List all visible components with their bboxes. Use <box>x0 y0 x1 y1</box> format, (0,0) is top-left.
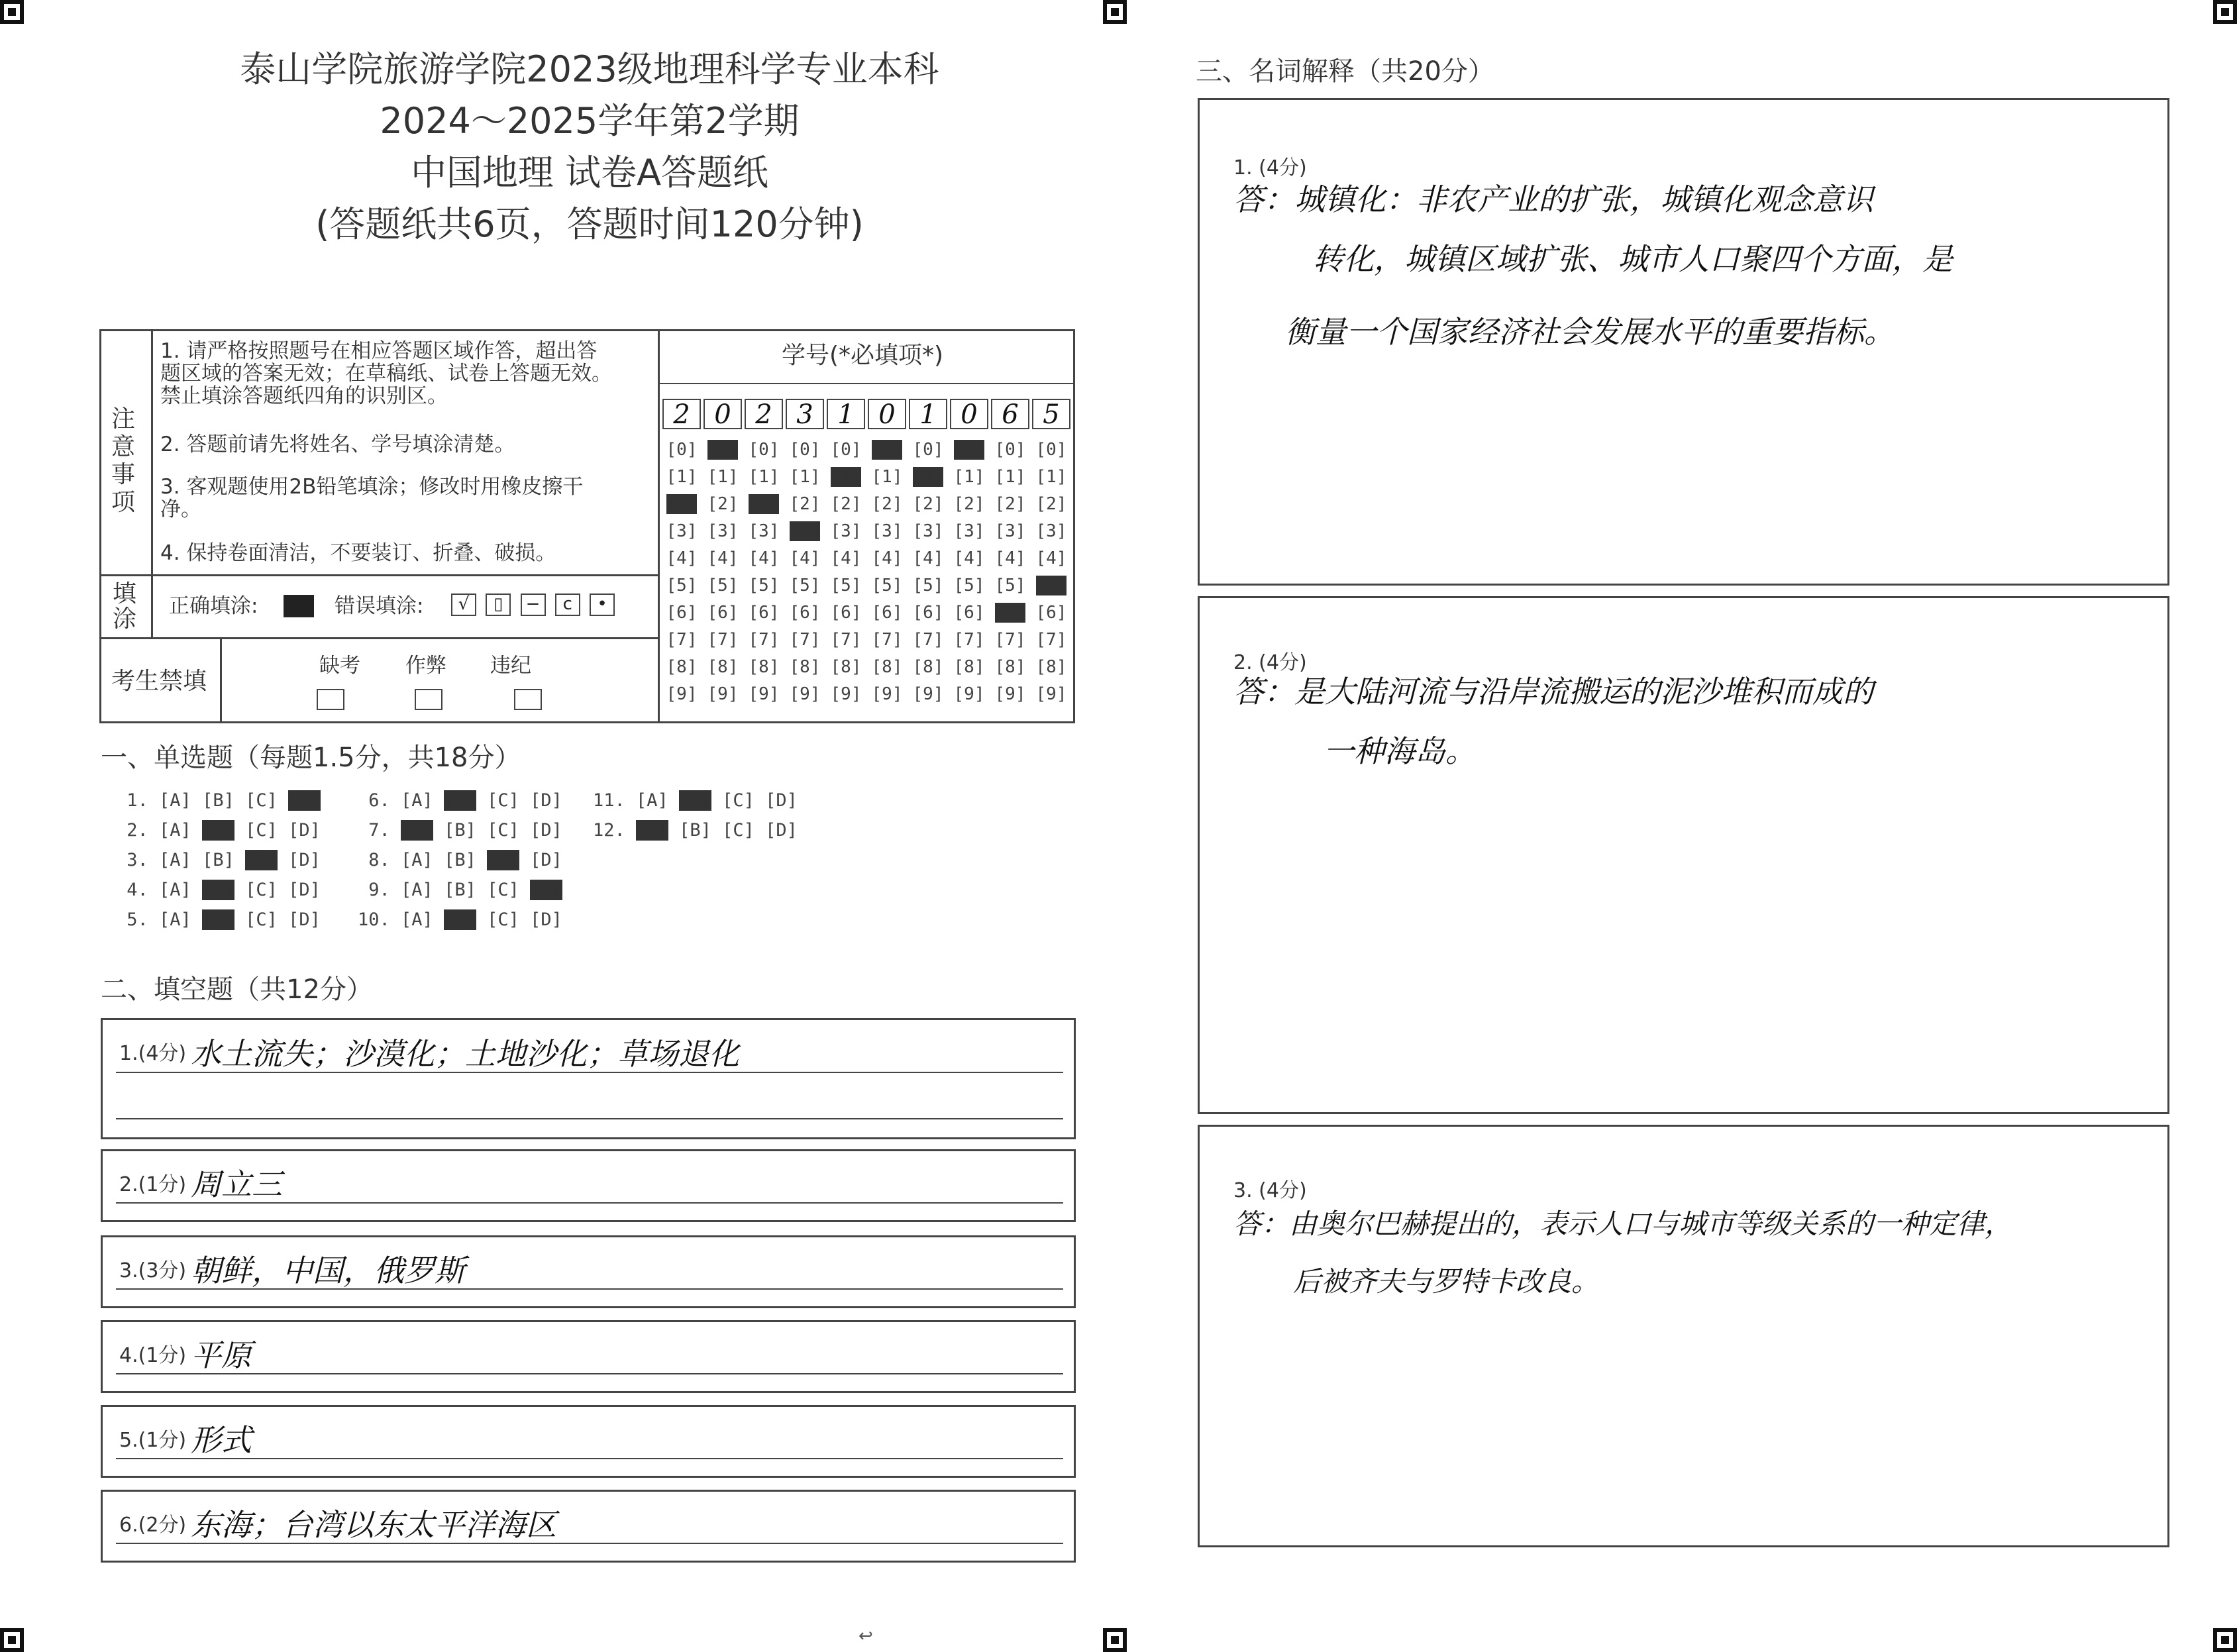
fill-answer-6-label: 6.(2分) <box>119 1514 187 1537</box>
student-id-digit-2: 0 <box>703 399 742 429</box>
fill-answer-1-line-2 <box>116 1118 1063 1119</box>
mcq-question-number: 12. <box>593 820 637 841</box>
fill-answer-4-label: 4.(1分) <box>119 1344 187 1367</box>
student-id-bubble[interactable]: [1] <box>1035 467 1067 487</box>
mcq-option-bubble[interactable]: [A] <box>636 820 668 841</box>
fill-answer-5-label: 5.(1分) <box>119 1429 187 1452</box>
student-id-bubble[interactable]: [5] <box>789 576 821 595</box>
student-id-bubble[interactable]: [4] <box>666 548 698 568</box>
student-id-bubble[interactable]: [7] <box>994 630 1026 650</box>
mcq-question-row <box>593 790 808 811</box>
mcq-option-bubble[interactable]: [B] <box>444 790 476 811</box>
mcq-option-bubble[interactable]: [A] <box>636 790 668 811</box>
student-id-bubble[interactable]: [3] <box>912 521 944 541</box>
wrong-fill-samples <box>447 594 615 616</box>
student-id-bubble[interactable]: [2] <box>994 494 1026 514</box>
student-id-bubble[interactable]: [2] <box>953 494 985 514</box>
forbidden-absent-label: 缺考 <box>319 654 360 678</box>
student-id-bubble[interactable]: [7] <box>707 630 739 650</box>
student-id-bubble[interactable]: [1] <box>748 467 780 487</box>
student-id-bubble[interactable]: [8] <box>748 657 780 677</box>
registration-mark-top-right <box>2213 0 2237 24</box>
student-id-bubble[interactable]: [3] <box>666 521 698 541</box>
student-id-bubble[interactable]: [6] <box>707 603 739 623</box>
student-id-bubble[interactable]: [5] <box>912 576 944 595</box>
section3-title: 三、名词解释（共20分） <box>1196 56 1494 87</box>
notice-item-4: 4. 保持卷面清洁，不要装订、折叠、破损。 <box>160 541 556 565</box>
student-id-bubble[interactable]: [9] <box>994 684 1026 704</box>
correct-fill-label: 正确填涂: <box>169 594 258 618</box>
mcq-question-number: 9. <box>358 880 401 900</box>
student-id-bubble[interactable]: [3] <box>748 521 780 541</box>
student-id-digit-9: 6 <box>991 399 1029 429</box>
mcq-option-bubble[interactable]: [D] <box>530 909 562 930</box>
student-id-bubble[interactable]: [8] <box>789 657 821 677</box>
fill-answer-2-text: 周立三 <box>191 1166 282 1202</box>
notice-item-3: 3. 客观题使用2B铅笔填涂；修改时用橡皮擦干净。 <box>160 475 584 521</box>
student-id-bubble[interactable]: [0] <box>912 440 944 460</box>
notice-item-1: 1. 请严格按照题号在相应答题区域作答，超出答题区域的答案无效；在草稿纸、试卷上答题无效。禁止填涂答题纸四角的识别区。 <box>160 339 612 408</box>
mcq-option-bubble[interactable]: [D] <box>765 790 798 811</box>
student-id-bubble[interactable]: [5] <box>748 576 780 595</box>
mcq-option-bubble[interactable]: [B] <box>444 909 476 930</box>
student-id-label: 学号(*必填项*) <box>782 342 944 369</box>
student-id-bubble[interactable]: [4] <box>789 548 821 568</box>
fill-answer-2-label: 2.(1分) <box>119 1173 187 1196</box>
mcq-option-bubble[interactable]: [B] <box>444 880 476 900</box>
student-id-bubble[interactable]: [6] <box>748 603 780 623</box>
mcq-option-bubble[interactable]: [B] <box>202 820 234 841</box>
student-id-bubble[interactable]: [8] <box>994 657 1026 677</box>
student-id-bubble[interactable]: [5] <box>1035 576 1067 595</box>
student-id-bubble[interactable]: [7] <box>953 630 985 650</box>
mcq-option-bubble[interactable]: [A] <box>159 850 191 870</box>
term-answer-3-label: 3. (4分) <box>1233 1179 1307 1202</box>
student-id-bubble[interactable]: [1] <box>953 467 985 487</box>
fill-answer-5-line <box>116 1458 1063 1459</box>
forbidden-cheat-checkbox[interactable] <box>415 689 442 710</box>
student-id-bubble[interactable]: [5] <box>707 576 739 595</box>
mcq-option-bubble[interactable]: [C] <box>245 909 278 930</box>
notice-row-divider-1 <box>99 574 659 576</box>
mcq-option-bubble[interactable]: [C] <box>487 790 519 811</box>
student-id-bubble[interactable]: [7] <box>748 630 780 650</box>
student-id-bubble[interactable]: [6] <box>994 603 1026 623</box>
student-id-bubble[interactable]: [7] <box>1035 630 1067 650</box>
mcq-question-number: 2. <box>116 820 160 841</box>
section1-title: 一、单选题（每题1.5分，共18分） <box>101 743 521 773</box>
student-id-bubble[interactable]: [1] <box>994 467 1026 487</box>
student-id-bubble[interactable]: [9] <box>953 684 985 704</box>
mcq-option-bubble[interactable]: [C] <box>487 909 519 930</box>
student-id-bubble[interactable]: [7] <box>871 630 903 650</box>
student-id-digit-5: 1 <box>827 399 865 429</box>
mcq-option-bubble[interactable]: [A] <box>159 880 191 900</box>
student-id-bubble[interactable]: [7] <box>912 630 944 650</box>
student-id-bubble[interactable]: [2] <box>1035 494 1067 514</box>
mcq-option-bubble[interactable]: [D] <box>288 820 321 841</box>
student-id-bubble[interactable]: [6] <box>953 603 985 623</box>
student-id-bubble[interactable]: [8] <box>707 657 739 677</box>
mcq-option-bubble[interactable]: [C] <box>245 850 278 870</box>
correct-fill-sample <box>284 595 314 617</box>
student-id-bubble[interactable]: [0] <box>666 440 698 460</box>
mcq-option-bubble[interactable]: [D] <box>530 850 562 870</box>
mcq-option-bubble[interactable]: [D] <box>530 880 562 900</box>
mcq-option-bubble[interactable]: [D] <box>288 790 321 811</box>
student-id-bubble[interactable]: [0] <box>707 440 739 460</box>
student-id-bubble[interactable]: [6] <box>789 603 821 623</box>
wrong-mark-half: ▯ <box>486 594 511 616</box>
wrong-mark-dash: − <box>521 594 546 616</box>
term-answer-1-line-3: 衡量一个国家经济社会发展水平的重要指标。 <box>1285 314 1895 350</box>
forbidden-cheat-label: 作弊 <box>405 654 446 678</box>
term-answer-box-3 <box>1198 1125 2169 1547</box>
student-id-bubble[interactable]: [7] <box>666 630 698 650</box>
mcq-question-number: 8. <box>358 850 401 870</box>
student-id-digit-6: 0 <box>868 399 906 429</box>
student-id-digit-3: 2 <box>745 399 783 429</box>
student-id-bubble[interactable]: [4] <box>707 548 739 568</box>
student-id-bubble[interactable]: [8] <box>666 657 698 677</box>
mcq-question-row <box>116 850 331 870</box>
student-id-bubble[interactable]: [6] <box>871 603 903 623</box>
mcq-option-bubble[interactable]: [C] <box>722 790 754 811</box>
student-id-bubble[interactable]: [8] <box>830 657 862 677</box>
student-id-digit-1: 2 <box>662 399 701 429</box>
registration-mark-top-center <box>1103 0 1127 24</box>
student-id-bubble[interactable]: [7] <box>830 630 862 650</box>
mcq-option-bubble[interactable]: [B] <box>202 850 234 870</box>
student-id-bubble[interactable]: [5] <box>994 576 1026 595</box>
student-id-bubble[interactable]: [3] <box>830 521 862 541</box>
student-id-bubble[interactable]: [4] <box>994 548 1026 568</box>
term-answer-3-line-1: 答：由奥尔巴赫提出的，表示人口与城市等级关系的一种定律， <box>1233 1208 2013 1240</box>
term-answer-2-label: 2. (4分) <box>1233 651 1307 674</box>
student-id-bubble[interactable]: [1] <box>666 467 698 487</box>
student-id-bubble[interactable]: [2] <box>871 494 903 514</box>
header-line-4: (答题纸共6页，答题时间120分钟) <box>315 203 864 245</box>
wrong-mark-circle: c <box>555 594 580 616</box>
student-id-bubble[interactable]: [4] <box>912 548 944 568</box>
student-id-bubble[interactable]: [0] <box>1035 440 1067 460</box>
fill-answer-6-text: 东海；台湾以东太平洋海区 <box>191 1507 556 1543</box>
term-answer-1-line-2: 转化，城镇区域扩张、城市人口聚四个方面，是 <box>1313 241 1953 277</box>
notice-row-divider-2 <box>99 637 659 639</box>
student-id-bubble[interactable]: [9] <box>1035 684 1067 704</box>
fill-answer-5-text: 形式 <box>191 1422 252 1458</box>
mcq-option-bubble[interactable]: [B] <box>202 880 234 900</box>
student-id-bubble[interactable]: [6] <box>912 603 944 623</box>
forbidden-absent-checkbox[interactable] <box>317 689 344 710</box>
mcq-question-row <box>116 909 331 930</box>
header-line-2: 2024～2025学年第2学期 <box>380 100 800 142</box>
mcq-option-bubble[interactable]: [C] <box>487 850 519 870</box>
notice-label-divider <box>151 329 153 574</box>
mcq-option-bubble[interactable]: [B] <box>679 820 711 841</box>
student-id-digit-10: 5 <box>1032 399 1070 429</box>
student-id-bubble[interactable]: [8] <box>953 657 985 677</box>
registration-mark-bottom-right <box>2213 1628 2237 1652</box>
mcq-option-bubble[interactable]: [C] <box>487 880 519 900</box>
mcq-option-bubble[interactable]: [C] <box>245 820 278 841</box>
student-id-bubble[interactable]: [0] <box>748 440 780 460</box>
term-answer-3-line-2: 后被齐夫与罗特卡改良。 <box>1293 1265 1600 1298</box>
section2-title: 二、填空题（共12分） <box>101 974 373 1005</box>
term-answer-2-line-2: 一种海岛。 <box>1324 733 1476 769</box>
student-id-bubble[interactable]: [0] <box>830 440 862 460</box>
mcq-option-bubble[interactable]: [B] <box>202 790 234 811</box>
student-id-bubble[interactable]: [0] <box>871 440 903 460</box>
header-line-3: 中国地理 试卷A答题纸 <box>410 152 769 193</box>
student-id-bubble[interactable]: [3] <box>1035 521 1067 541</box>
mcq-question-row <box>358 909 573 930</box>
student-id-bubble[interactable]: [9] <box>871 684 903 704</box>
mcq-question-number: 5. <box>116 909 160 930</box>
registration-mark-bottom-center <box>1103 1628 1127 1652</box>
wrong-mark-check: √ <box>451 594 476 616</box>
mcq-option-bubble[interactable]: [D] <box>288 880 321 900</box>
wrong-mark-dot: • <box>590 594 615 616</box>
mcq-question-number: 6. <box>358 790 401 811</box>
student-id-bubble[interactable]: [5] <box>666 576 698 595</box>
student-id-bubble[interactable]: [5] <box>871 576 903 595</box>
wrong-fill-label: 错误填涂: <box>335 594 424 618</box>
student-id-bubble[interactable]: [9] <box>789 684 821 704</box>
notice-label: 注意事项 <box>111 405 136 516</box>
notice-divider-vertical <box>658 329 660 723</box>
mcq-question-number: 4. <box>116 880 160 900</box>
mcq-option-bubble[interactable]: [A] <box>401 909 433 930</box>
forbidden-violation-checkbox[interactable] <box>514 689 542 710</box>
student-id-bubble[interactable]: [4] <box>830 548 862 568</box>
student-id-bubble[interactable]: [5] <box>830 576 862 595</box>
student-id-bubble[interactable]: [6] <box>666 603 698 623</box>
student-id-bubble[interactable]: [1] <box>789 467 821 487</box>
student-id-bubble[interactable]: [5] <box>953 576 985 595</box>
student-id-bubble[interactable]: [8] <box>1035 657 1067 677</box>
mcq-question-row <box>358 820 573 841</box>
fill-answer-4-text: 平原 <box>191 1337 252 1373</box>
student-id-bubble[interactable]: [3] <box>953 521 985 541</box>
forbidden-label-divider <box>220 637 222 723</box>
student-id-bubble[interactable]: [9] <box>707 684 739 704</box>
mcq-question-row <box>116 790 331 811</box>
mcq-question-number: 7. <box>358 820 401 841</box>
mcq-option-bubble[interactable]: [B] <box>444 820 476 841</box>
mcq-option-bubble[interactable]: [A] <box>401 790 433 811</box>
footer-mark: ↩ <box>858 1626 873 1646</box>
mcq-option-bubble[interactable]: [A] <box>401 820 433 841</box>
mcq-option-bubble[interactable]: [C] <box>722 820 754 841</box>
student-id-bubble[interactable]: [8] <box>871 657 903 677</box>
mcq-option-bubble[interactable]: [A] <box>401 880 433 900</box>
student-id-bubble[interactable]: [1] <box>830 467 862 487</box>
fill-label: 填涂 <box>113 580 137 633</box>
mcq-option-bubble[interactable]: [A] <box>159 909 191 930</box>
mcq-question-number: 3. <box>116 850 160 870</box>
mcq-option-bubble[interactable]: [B] <box>202 909 234 930</box>
notice-item-2: 2. 答题前请先将姓名、学号填涂清楚。 <box>160 433 515 456</box>
student-id-bubble[interactable]: [2] <box>666 494 698 514</box>
mcq-option-bubble[interactable]: [A] <box>401 850 433 870</box>
mcq-question-row <box>358 850 573 870</box>
student-id-bubble[interactable]: [3] <box>994 521 1026 541</box>
student-id-bubble[interactable]: [0] <box>953 440 985 460</box>
fill-answer-1-text: 水土流失；沙漠化；土地沙化；草场退化 <box>191 1036 739 1072</box>
registration-mark-top-left <box>0 0 24 24</box>
mcq-option-bubble[interactable]: [B] <box>679 790 711 811</box>
fill-answer-3-text: 朝鲜，中国，俄罗斯 <box>191 1253 465 1288</box>
student-id-bubble[interactable]: [0] <box>994 440 1026 460</box>
student-id-bubble[interactable]: [4] <box>1035 548 1067 568</box>
student-id-bubble[interactable]: [4] <box>871 548 903 568</box>
mcq-question-number: 10. <box>358 909 401 930</box>
student-id-bubble[interactable]: [9] <box>666 684 698 704</box>
fill-label-divider <box>151 574 153 637</box>
student-id-bubble[interactable]: [1] <box>707 467 739 487</box>
mcq-question-number: 1. <box>116 790 160 811</box>
student-id-bubble[interactable]: [3] <box>871 521 903 541</box>
mcq-option-bubble[interactable]: [C] <box>245 880 278 900</box>
student-id-bubble[interactable]: [2] <box>912 494 944 514</box>
student-id-bubble[interactable]: [3] <box>707 521 739 541</box>
header-line-1: 泰山学院旅游学院2023级地理科学专业本科 <box>240 48 939 90</box>
student-id-bubble[interactable]: [7] <box>789 630 821 650</box>
student-id-bubble[interactable]: [9] <box>748 684 780 704</box>
mcq-question-row <box>116 880 331 900</box>
forbidden-violation-label: 违纪 <box>490 654 531 678</box>
student-id-digit-4: 3 <box>786 399 824 429</box>
mcq-option-bubble[interactable]: [D] <box>530 790 562 811</box>
student-id-bubble[interactable]: [2] <box>830 494 862 514</box>
student-id-bubble[interactable]: [0] <box>789 440 821 460</box>
mcq-option-bubble[interactable]: [D] <box>288 909 321 930</box>
student-id-bubble[interactable]: [2] <box>789 494 821 514</box>
student-id-digit-8: 0 <box>950 399 988 429</box>
mcq-option-bubble[interactable]: [A] <box>159 790 191 811</box>
fill-answer-1-label: 1.(4分) <box>119 1042 187 1065</box>
student-id-bubble[interactable]: [6] <box>1035 603 1067 623</box>
term-answer-1-line-1: 答：城镇化：非农产业的扩张，城镇化观念意识 <box>1233 181 1873 217</box>
student-id-bubble[interactable]: [1] <box>871 467 903 487</box>
mcq-question-row <box>358 790 573 811</box>
student-id-bubble[interactable]: [3] <box>789 521 821 541</box>
student-id-bubble[interactable]: [8] <box>912 657 944 677</box>
mcq-option-bubble[interactable]: [C] <box>245 790 278 811</box>
term-answer-2-line-1: 答：是大陆河流与沿岸流搬运的泥沙堆积而成的 <box>1233 674 1873 709</box>
mcq-option-bubble[interactable]: [B] <box>444 850 476 870</box>
student-id-bubble[interactable]: [2] <box>707 494 739 514</box>
student-id-label-underline <box>660 383 1074 384</box>
student-id-bubble[interactable]: [2] <box>748 494 780 514</box>
term-answer-1-label: 1. (4分) <box>1233 156 1307 180</box>
registration-mark-bottom-left <box>0 1628 24 1652</box>
mcq-option-bubble[interactable]: [C] <box>487 820 519 841</box>
mcq-option-bubble[interactable]: [A] <box>159 820 191 841</box>
student-id-bubble[interactable]: [1] <box>912 467 944 487</box>
mcq-question-number: 11. <box>593 790 637 811</box>
student-id-bubble[interactable]: [9] <box>830 684 862 704</box>
mcq-question-row <box>358 880 573 900</box>
mcq-option-bubble[interactable]: [D] <box>288 850 321 870</box>
forbidden-label: 考生禁填 <box>111 668 207 695</box>
student-id-bubble[interactable]: [6] <box>830 603 862 623</box>
fill-answer-3-label: 3.(3分) <box>119 1259 187 1282</box>
mcq-option-bubble[interactable]: [D] <box>530 820 562 841</box>
student-id-bubble[interactable]: [4] <box>748 548 780 568</box>
student-id-bubble[interactable]: [4] <box>953 548 985 568</box>
student-id-bubble[interactable]: [9] <box>912 684 944 704</box>
student-id-digit-7: 1 <box>909 399 947 429</box>
mcq-option-bubble[interactable]: [D] <box>765 820 798 841</box>
mcq-question-row <box>116 820 331 841</box>
fill-answer-4-line <box>116 1373 1063 1374</box>
mcq-question-row <box>593 820 808 841</box>
